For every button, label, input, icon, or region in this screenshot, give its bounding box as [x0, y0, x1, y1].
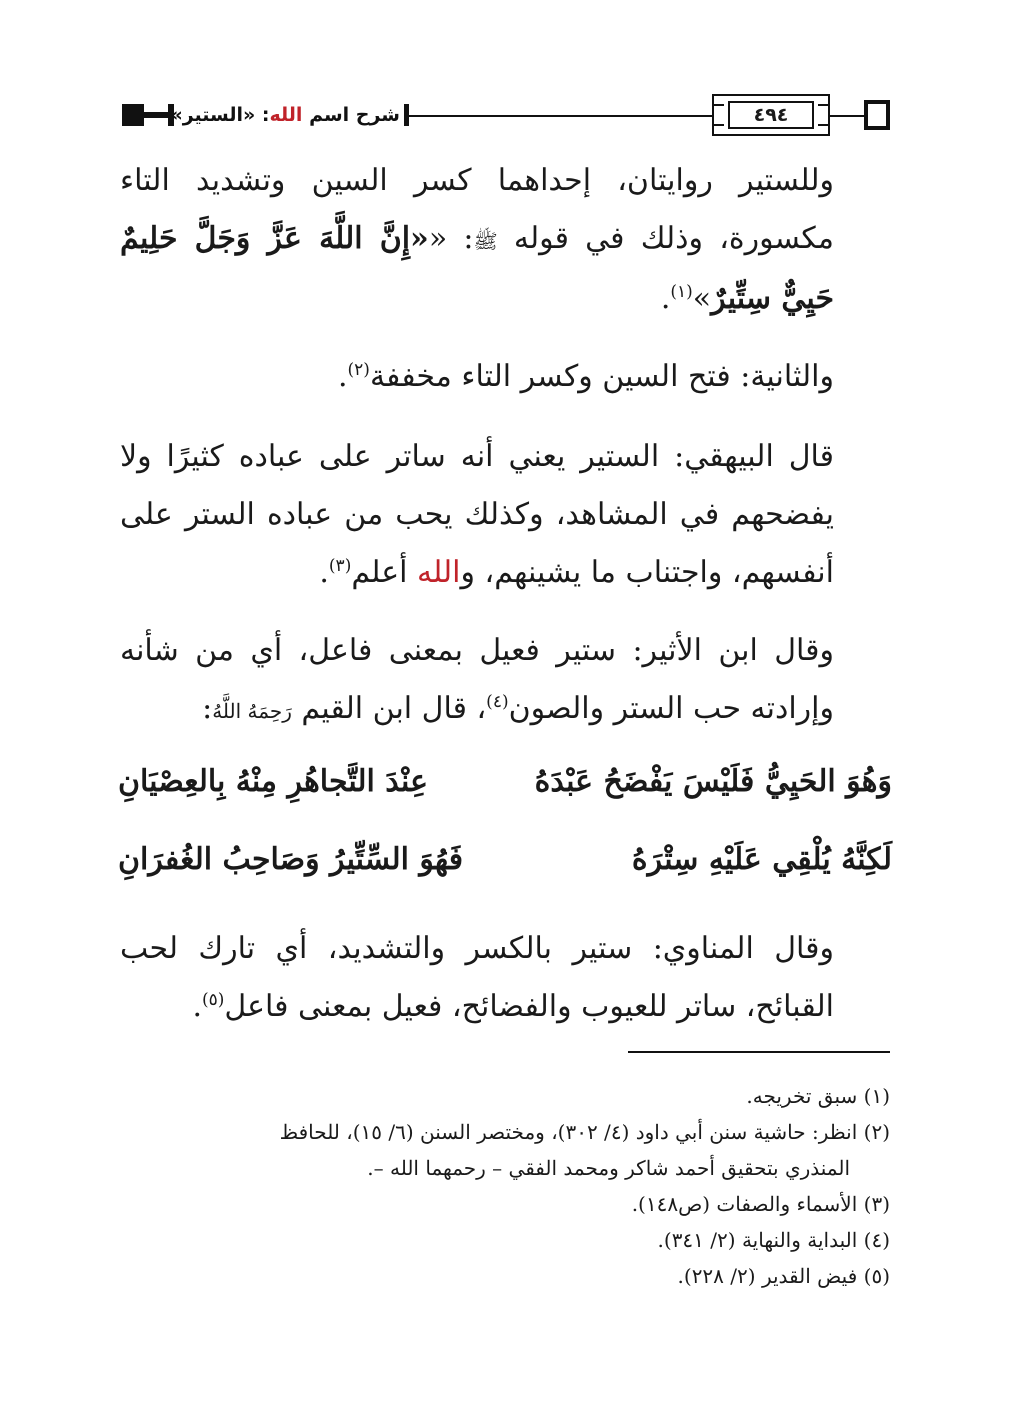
poem-hemistich-second: فَهُوَ السِّتِّيرُ وَصَاحِبُ الغُفرَانِ [118, 842, 464, 877]
divine-name: الله [417, 555, 461, 590]
header-rule [409, 115, 712, 117]
rahimahullah-glyph: رَحِمَهُ اللَّهُ [212, 699, 292, 723]
footnote-ref-4: (٤) [486, 692, 509, 712]
footnote-3: (٣) الأسماء والصفات (ص١٤٨). [631, 1192, 890, 1216]
poem-hemistich-first: وَهُوَ الحَيِيُّ فَلَيْسَ يَفْضَحُ عَبْدَهُ [534, 764, 892, 799]
paragraph-1: وللستير روايتان، إحداهما كسر السين وتشديد التاء مكسورة، وذلك في قوله ﷺ: ««إِنَّ اللَّهَ عَزَّ وَجَلَّ حَلِيمٌ حَيِيٌّ سِتِّيرٌ»$^{(١)}$. [120, 163, 835, 316]
paragraph-4: وقال ابن الأثير: ستير فعيل بمعنى فاعل، أي من شأنه وإرادته حب الستر والصون$^{(٤)}$، قال ابن القيم رَحِمَهُ اللَّهُ: [120, 633, 834, 726]
poem-verse [118, 842, 892, 902]
page-header [118, 92, 892, 142]
footnote-5: (٥) فيض القدير (٢/ ٢٢٨). [677, 1264, 890, 1288]
header-rule-right [830, 115, 864, 117]
footnote-2: (٢) انظر: حاشية سنن أبي داود (٤/ ٣٠٢)، ومختصر السنن (٦/ ١٥)، للحافظ [279, 1120, 890, 1144]
paragraph-2: والثانية: فتح السين وكسر التاء مخففة$^{(٢)}$. [337, 359, 834, 394]
footnote-ref-1: (١) [670, 282, 693, 302]
page-number-frame [712, 94, 830, 136]
footnote-1: (١) سبق تخريجه. [746, 1084, 890, 1108]
footnote-ref-3: (٣) [328, 556, 352, 576]
page-number: ٤٩٤ [728, 101, 814, 129]
footnote-ref-2: (٢) [347, 360, 370, 380]
poem-verse [118, 764, 892, 824]
poem-hemistich-second: عِنْدَ التَّجاهُرِ مِنْهُ بِالعِصْيَانِ [118, 764, 428, 799]
poem-hemistich-first: لَكِنَّهُ يُلْقِي عَلَيْهِ سِتْرَهُ [631, 842, 892, 877]
paragraph-3: قال البيهقي: الستير يعني أنه ساتر على عباده كثيرًا ولا يفضحهم في المشاهد، وكذلك يحب من عباده الستر على أنفسهم، واجتناب ما يشينهم، والله أعلم$^{(٣)}$. [120, 439, 834, 590]
running-title-box [132, 96, 400, 134]
paragraph-5: وقال المناوي: ستير بالكسر والتشديد، أي تارك لحب القبائح، ساتر للعيوب والفضائح، فعيل بمعنى فاعل$^{(٥)}$. [120, 931, 834, 1024]
poem [118, 764, 892, 902]
footnote-ref-5: (٥) [201, 990, 225, 1010]
running-title: شرح اسم الله: «الستير» [170, 104, 400, 126]
footnote-separator [628, 1051, 890, 1053]
salawat-glyph: ﷺ [473, 229, 498, 253]
footnotes [120, 1078, 890, 1294]
header-right-square [864, 100, 890, 130]
footnote-2-continuation: المنذري بتحقيق أحمد شاكر ومحمد الفقي – رحمهما الله –. [367, 1156, 850, 1180]
footnote-4: (٤) البداية والنهاية (٢/ ٣٤١). [657, 1228, 890, 1252]
hadith-text: «إِنَّ اللَّهَ عَزَّ وَجَلَّ حَلِيمٌ حَيِيٌّ سِتِّيرٌ [120, 221, 834, 316]
